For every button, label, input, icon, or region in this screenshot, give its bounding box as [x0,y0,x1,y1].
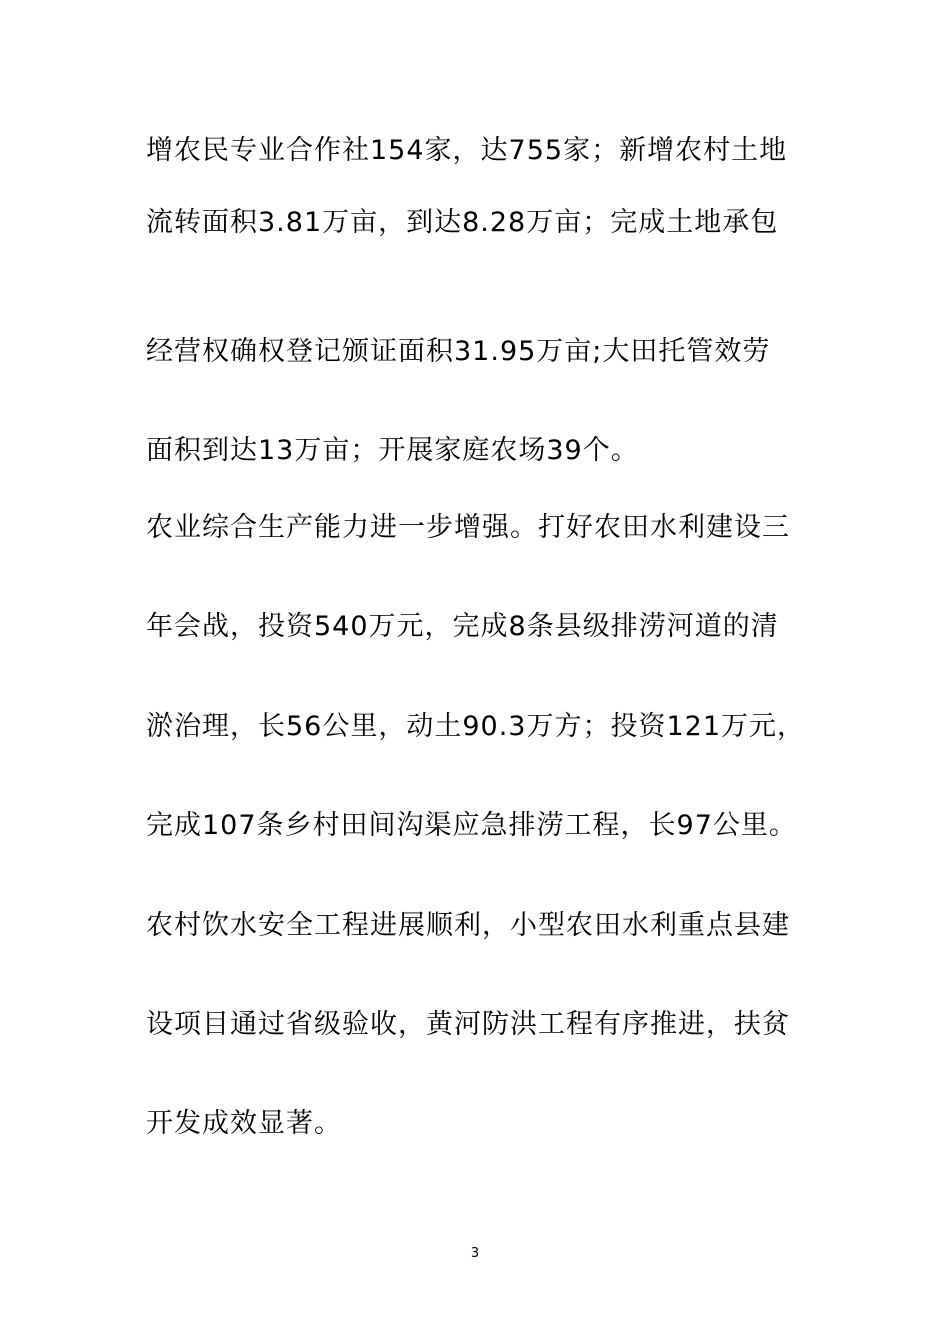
text-line: 年会战，投资540万元，完成8条县级排涝河道的清 [146,611,779,642]
text-line: 完成107条乡村田间沟渠应急排涝工程，长97公里。 [146,810,797,841]
text-line: 经营权确权登记颁证面积31.95万亩;大田托管效劳 [146,336,771,367]
text-line: 设项目通过省级验收，黄河防洪工程有序推进，扶贫 [146,1009,790,1040]
page-number: 3 [470,1246,480,1261]
text-line: 增农民专业合作社154家，达755家；新增农村土地 [146,135,788,166]
text-line: 流转面积3.81万亩，到达8.28万亩；完成土地承包 [146,207,779,238]
text-line: 面积到达13万亩；开展家庭农场39个。 [146,435,639,466]
text-line: 淤治理，长56公里，动土90.3万方；投资121万元， [146,711,806,742]
text-line: 农村饮水安全工程进展顺利，小型农田水利重点县建 [146,910,790,941]
text-line: 开发成效显著。 [146,1108,342,1139]
text-line: 农业综合生产能力进一步增强。打好农田水利建设三 [146,512,790,543]
